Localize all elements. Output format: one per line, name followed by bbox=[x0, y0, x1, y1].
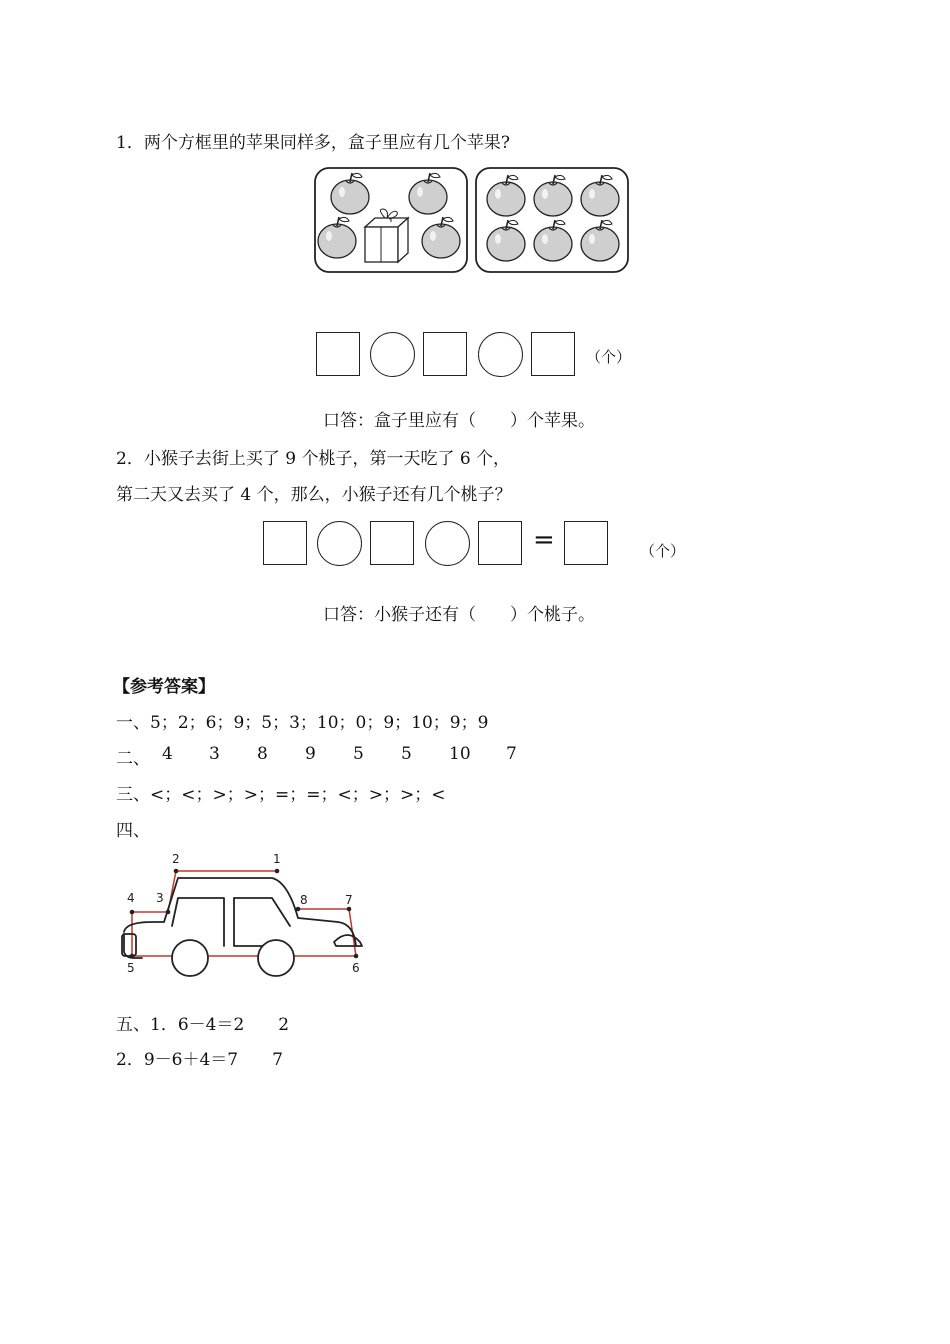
unit-label: （个） bbox=[640, 542, 686, 560]
apple-frames-illustration bbox=[313, 165, 633, 277]
dot bbox=[130, 910, 135, 915]
point-label: 8 bbox=[300, 893, 308, 907]
answer-box[interactable] bbox=[423, 332, 467, 376]
dot bbox=[347, 907, 352, 912]
point-label: 4 bbox=[127, 891, 135, 905]
point-label: 1 bbox=[273, 852, 281, 866]
answer-value: 10 bbox=[449, 744, 471, 764]
connect-line bbox=[132, 871, 356, 956]
operator-circle[interactable] bbox=[317, 521, 362, 566]
dot bbox=[166, 910, 171, 915]
question-2-line-2: 第二天又去买了 4 个，那么，小猴子还有几个桃子？ bbox=[116, 485, 512, 505]
question-1-answer-line: 口答：盒子里应有（ ）个苹果。 bbox=[323, 411, 595, 431]
answer-value: 3 bbox=[209, 744, 220, 764]
point-label: 6 bbox=[352, 961, 360, 975]
operator-circle[interactable] bbox=[425, 521, 470, 566]
answer-value: 4 bbox=[162, 744, 173, 764]
answers-part-5-line-1: 五、1．6－4＝2 2 bbox=[116, 1015, 290, 1035]
dot bbox=[130, 954, 135, 959]
answer-value: 5 bbox=[353, 744, 364, 764]
point-label: 3 bbox=[156, 891, 164, 905]
answer-value: 9 bbox=[305, 744, 316, 764]
question-2-answer-line: 口答：小猴子还有（ ）个桃子。 bbox=[323, 605, 595, 625]
answer-box[interactable] bbox=[316, 332, 360, 376]
answer-value: 8 bbox=[257, 744, 268, 764]
answers-part-3: 三、<；<；>；>；=；=；<；>；>；< bbox=[116, 785, 446, 805]
answer-box[interactable] bbox=[370, 521, 414, 565]
question-1-title: 1．两个方框里的苹果同样多，盒子里应有几个苹果? bbox=[116, 133, 510, 153]
car-connect-dots-figure bbox=[112, 848, 372, 978]
point-label: 7 bbox=[345, 893, 353, 907]
result-box[interactable] bbox=[564, 521, 608, 565]
operator-circle[interactable] bbox=[478, 332, 523, 377]
answers-part-5-line-2: 2．9－6＋4＝7 7 bbox=[116, 1050, 283, 1070]
answers-part-2-label: 二、 bbox=[116, 749, 150, 769]
answers-heading: 【参考答案】 bbox=[113, 677, 215, 697]
wheel-icon bbox=[172, 940, 294, 976]
dot bbox=[174, 869, 179, 874]
answer-box[interactable] bbox=[263, 521, 307, 565]
answer-value: 5 bbox=[401, 744, 412, 764]
answers-part-1: 一、5；2；6；9；5；3；10；0；9；10；9；9 bbox=[116, 713, 489, 733]
operator-circle[interactable] bbox=[370, 332, 415, 377]
answers-part-4-label: 四、 bbox=[116, 821, 150, 841]
point-label: 2 bbox=[172, 852, 180, 866]
point-label: 5 bbox=[127, 961, 135, 975]
answer-value: 7 bbox=[506, 744, 517, 764]
equals-sign: = bbox=[533, 525, 555, 555]
dot bbox=[354, 954, 359, 959]
unit-label: （个） bbox=[586, 348, 632, 366]
question-2-line-1: 2．小猴子去街上买了 9 个桃子，第一天吃了 6 个， bbox=[116, 449, 511, 469]
answer-box[interactable] bbox=[478, 521, 522, 565]
dot bbox=[296, 907, 301, 912]
answer-box[interactable] bbox=[531, 332, 575, 376]
dot bbox=[275, 869, 280, 874]
